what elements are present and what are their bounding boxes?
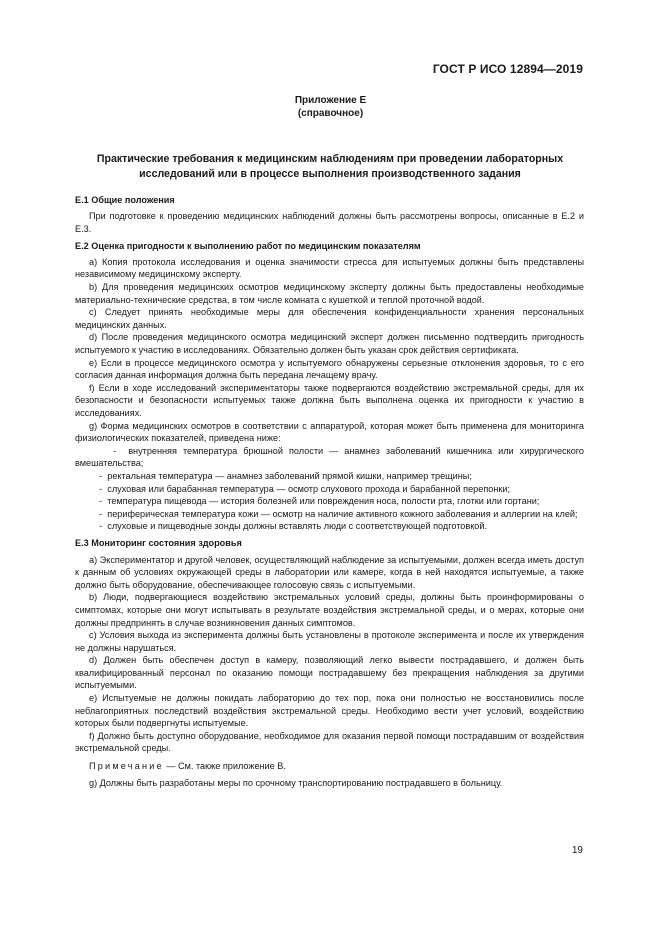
annex-title: Приложение Е [294, 95, 367, 106]
paragraph-e3-g: g) Должны быть разработаны меры по срочному транспортированию пострадавшего в больницу. [89, 777, 503, 788]
list-item-text: ректальная температура — анамнез заболеваний прямой кишки, например трещины; [107, 470, 472, 481]
note [75, 760, 584, 773]
paragraph-e3-a: a) Экспериментатор и другой человек, осуществляющий наблюдение за испытуемыми, должен всегда иметь доступ к данным об условиях окружающей среды в лаборатории или камере, когда в ней находятся испытуемые, а также должно быть оборудование, обеспечивающее голосовую связь с испытуемыми. [75, 554, 584, 590]
paragraph-e3-e: e) Испытуемые не должны покидать лабораторию до тех пор, пока они полностью не восстановились после неблагоприятных последствий воздействия экстремальной среды. Необходимо вести учет условий, воздействию которых были подвергнуты испытуемые. [75, 693, 584, 729]
annex-subtitle: (справочное) [297, 108, 364, 119]
document-body [75, 194, 584, 789]
paragraph-e2-e: e) Если в процессе медицинского осмотра у испытуемого обнаружены серьезные отклонения здоровья, то с его согласия данная информация должна быть передана лечащему врачу. [75, 357, 584, 381]
note-text: — См. также приложение В. [166, 760, 286, 771]
note-label: Примечание [89, 760, 164, 771]
list-item: - внутренняя температура брюшной полости — анамнез заболеваний кишечника или хирургического вмешательства; [75, 445, 585, 469]
list-item-text: слуховые и пищеводные зонды должны вставлять люди с соответствующей подготовкой. [107, 521, 488, 532]
paragraph-e2-a: a) Копия протокола исследования и оценка значимости стресса для испытуемых должны быть представлены независимому медицинскому эксперту. [75, 256, 584, 280]
list-item-text: внутренняя температура брюшной полости — анамнез заболеваний кишечника или хирургического вмешательства; [75, 445, 585, 469]
list-item-text: слуховая или барабанная температура — осмотр слухового прохода и барабанной перепонки; [107, 483, 510, 494]
list-item: - слуховые и пищеводные зонды должны вставлять люди с соответствующей подготовкой. [89, 521, 488, 532]
paragraph-e1: При подготовке к проведению медицинских наблюдений должны быть рассмотрены вопросы, описанные в Е.2 и Е.3. [75, 211, 584, 234]
section-heading-e1: Е.1 Общие положения [75, 195, 175, 205]
paragraph-e3-b: b) Люди, подвергающиеся воздействию экстремальных условий среды, должны быть проинформированы о симптомах, которые они могут испытывать в результате воздействия экстремальной среды, и о мерах, которые они должны предпринять в случае возникновения данных симптомов. [75, 592, 584, 628]
page-number: 19 [571, 845, 583, 856]
paragraph-e2-b: b) Для проведения медицинских осмотров медицинскому эксперту должны быть предоставлены необходимые материально-технические средства, в том числе комната с кушеткой и теплой проточной водой. [75, 282, 584, 305]
list-item-text: периферическая температура кожи — осмотр на наличие активного кожного заболевания и аллергии на клей; [107, 508, 578, 519]
paragraph-e2-f: f) Если в ходе исследований экспериментаторы также подвергаются воздействию экстремальной среды, для их безопасности и безопасности испытуемых также должна быть выполнена оценка их пригодности к участию в исследованиях. [75, 382, 584, 418]
section-heading-e2: Е.2 Оценка пригодности к выполнению работ по медицинским показателям [75, 240, 421, 251]
list-item: - периферическая температура кожи — осмотр на наличие активного кожного заболевания и аллергии на клей; [89, 508, 578, 519]
section-heading-e3: Е.3 Мониторинг состояния здоровья [75, 538, 242, 549]
list-item-text: температура пищевода — история болезней или повреждения носа, полости рта, глотки или гортани; [107, 496, 540, 507]
list-item: - слуховая или барабанная температура — осмотр слухового прохода и барабанной перепонки; [89, 483, 510, 494]
list-item: - температура пищевода — история болезней или повреждения носа, полости рта, глотки или гортани; [89, 496, 540, 507]
paragraph-e2-d: d) После проведения медицинского осмотра медицинский эксперт должен письменно подтвердить пригодность испытуемого к участию в исследованиях. Обязательно должен быть указан срок действия сертификата. [75, 332, 584, 356]
paragraph-e3-d: d) Должен быть обеспечен доступ в камеру, позволяющий легко вывести пострадавшего, и должен быть квалифицированный персонал по оказанию помощи пострадавшему без прекращения наблюдения за другими испытуемыми. [75, 655, 584, 691]
document-code: ГОСТ Р ИСО 12894—2019 [432, 62, 583, 76]
paragraph-e2-g: g) Форма медицинских осмотров в соответствии с аппаратурой, которая может быть применена для мониторинга физиологических показателей, приведена ниже: [75, 420, 584, 444]
paragraph-e3-f: f) Должно быть доступно оборудование, необходимое для оказания первой помощи пострадавшим от воздействия экстремальной среды. [75, 730, 584, 754]
annex-heading [0, 94, 661, 120]
paragraph-e2-c: c) Следует принять необходимые меры для обеспечения конфиденциальности хранения персональных медицинских данных. [75, 307, 584, 330]
annex-main-title: Практические требования к медицинским наблюдениям при проведении лабораторных исследований или в процессе выполнения производственного задания [96, 153, 564, 180]
paragraph-e3-c: c) Условия выхода из эксперимента должны быть установлены в протоколе эксперимента и после их утверждения не должны нарушаться. [75, 630, 584, 653]
list-item: - ректальная температура — анамнез заболеваний прямой кишки, например трещины; [89, 470, 472, 481]
